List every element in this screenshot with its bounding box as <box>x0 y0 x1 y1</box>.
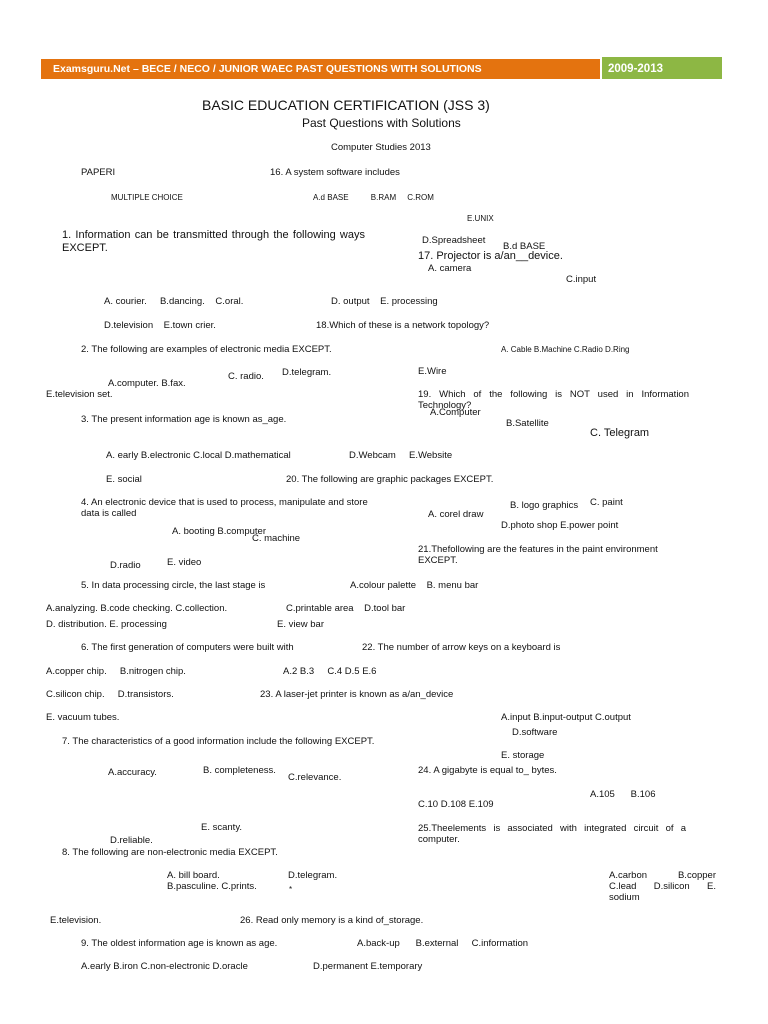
q18-option-e: E.Wire <box>418 366 447 377</box>
q8-option-a: A. bill board. <box>167 870 220 881</box>
q8-options-bc: B.pasculine. C.prints. <box>167 881 257 892</box>
q16-options: A.d BASE B.RAM C.ROM <box>313 193 434 202</box>
q4-option-e: E. video <box>167 557 202 568</box>
q26-options-abc: A.back-up B.external C.information <box>357 938 529 949</box>
q19-option-c: C. Telegram <box>590 427 650 439</box>
stray-mark: * <box>289 885 293 894</box>
q5-options-abc: A.analyzing. B.code checking. C.collection. <box>46 603 228 614</box>
year-badge: 2009-2013 <box>602 57 722 79</box>
q24-options-ab: A.105 B.106 <box>590 789 656 800</box>
question-7: 7. The characteristics of a good information include the following EXCEPT. <box>62 736 375 747</box>
q2-option-c: C. radio. <box>228 371 264 382</box>
question-1: 1. Information can be transmitted through the following ways EXCEPT. <box>62 229 365 254</box>
q19-option-b: B.Satellite <box>506 418 549 429</box>
q9-options: A.early B.iron C.non-electronic D.oracle <box>81 961 248 972</box>
q17-option-b: B.d BASE <box>503 241 546 252</box>
q8-option-e: E.television. <box>50 915 102 926</box>
q21-options-cd: C.printable area D.tool bar <box>286 603 406 614</box>
q1-options-abc: A. courier. B.dancing. C.oral. <box>104 296 244 307</box>
q1-options-de: D.television E.town crier. <box>104 320 216 331</box>
page-subtitle: Past Questions with Solutions <box>302 116 461 130</box>
q7-option-a: A.accuracy. <box>108 767 157 778</box>
q6-option-e: E. vacuum tubes. <box>46 712 120 723</box>
question-16: 16. A system software includes <box>270 167 400 178</box>
q7-option-d: D.reliable. <box>110 835 153 846</box>
q16-option-e: E.UNIX <box>467 214 494 223</box>
question-2: 2. The following are examples of electronic media EXCEPT. <box>81 344 332 355</box>
q22-options: A.2 B.3 C.4 D.5 E.6 <box>283 666 377 677</box>
question-18: 18.Which of these is a network topology? <box>316 320 490 331</box>
question-9: 9. The oldest information age is known as age. <box>81 938 278 949</box>
q4-options-ab: A. booting B.computer <box>172 526 266 537</box>
question-23: 23. A laser-jet printer is known as a/an_device <box>260 689 454 700</box>
question-19: 19. Which of the following is NOT used in Information Technology? <box>418 389 689 411</box>
subject-label: Computer Studies 2013 <box>331 142 431 153</box>
q17-options-de: D. output E. processing <box>331 296 438 307</box>
q4-option-d: D.radio <box>110 560 141 571</box>
q16-option-d: D.Spreadsheet <box>422 235 486 246</box>
q17-option-c: C.input <box>566 274 597 285</box>
q21-options-ab: A.colour palette B. menu bar <box>350 580 479 591</box>
q25-options: A.carbon B.copper C.lead D.silicon E. sodium <box>609 870 716 903</box>
q8-option-d: D.telegram. <box>288 870 338 881</box>
question-24: 24. A gigabyte is equal to_ bytes. <box>418 765 557 776</box>
q2-options-ab: A.computer. B.fax. <box>108 378 186 389</box>
section-label: MULTIPLE CHOICE <box>111 193 183 202</box>
q2-option-e: E.television set. <box>46 389 113 400</box>
q7-option-b: B. completeness. <box>203 765 276 776</box>
q17-option-a: A. camera <box>428 263 472 274</box>
q7-option-e: E. scanty. <box>201 822 243 833</box>
question-3: 3. The present information age is known as_age. <box>81 414 287 425</box>
q7-option-c: C.relevance. <box>288 772 342 783</box>
question-22: 22. The number of arrow keys on a keyboard is <box>362 642 561 653</box>
question-17: 17. Projector is a/an__device. <box>418 250 563 262</box>
paper-label: PAPERI <box>81 167 116 178</box>
q23-option-d: D.software <box>512 727 558 738</box>
q3-options: A. early B.electronic C.local D.mathematical <box>106 450 291 461</box>
q21-option-e: E. view bar <box>277 619 324 630</box>
page-title: BASIC EDUCATION CERTIFICATION (JSS 3) <box>202 97 490 113</box>
question-8: 8. The following are non-electronic media EXCEPT. <box>62 847 278 858</box>
q20-option-a: A. corel draw <box>428 509 484 520</box>
q24-options-cde: C.10 D.108 E.109 <box>418 799 494 810</box>
header-banner: Examsguru.Net – BECE / NECO / JUNIOR WAEC PAST QUESTIONS WITH SOLUTIONS <box>41 59 600 79</box>
q4-option-c: C. machine <box>252 533 301 544</box>
q23-option-e: E. storage <box>501 750 545 761</box>
q2-option-d: D.telegram. <box>282 367 332 378</box>
question-4: 4. An electronic device that is used to process, manipulate and store data is called <box>81 497 368 519</box>
question-6: 6. The first generation of computers were built with <box>81 642 294 653</box>
q20-options-de: D.photo shop E.power point <box>501 520 619 531</box>
q6-options-cd: C.silicon chip. D.transistors. <box>46 689 174 700</box>
q18-options: A. Cable B.Machine C.Radio D.Ring <box>501 345 630 354</box>
q20-option-b: B. logo graphics <box>510 500 579 511</box>
question-21: 21.Thefollowing are the features in the paint environment EXCEPT. <box>418 544 658 566</box>
q20-option-c: C. paint <box>590 497 623 508</box>
q19-option-a: A.Computer <box>430 407 481 418</box>
question-20: 20. The following are graphic packages EXCEPT. <box>286 474 494 485</box>
question-26: 26. Read only memory is a kind of_storage. <box>240 915 424 926</box>
q26-options-de: D.permanent E.temporary <box>313 961 423 972</box>
q19-options-de: D.Webcam E.Website <box>349 450 453 461</box>
q5-options-de: D. distribution. E. processing <box>46 619 167 630</box>
q23-options-abc: A.input B.input-output C.output <box>501 712 631 723</box>
q3-option-e: E. social <box>106 474 142 485</box>
question-5: 5. In data processing circle, the last stage is <box>81 580 266 591</box>
question-25: 25.Theelements is associated with integrated circuit of a computer. <box>418 823 686 845</box>
q6-options-ab: A.copper chip. B.nitrogen chip. <box>46 666 186 677</box>
